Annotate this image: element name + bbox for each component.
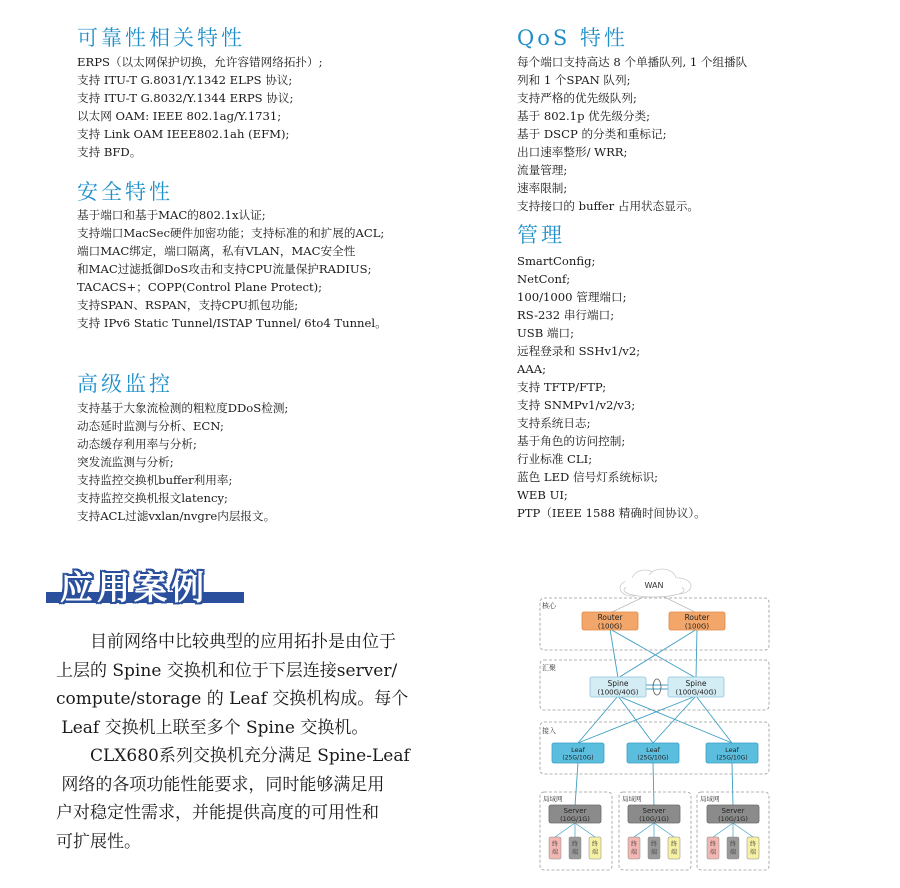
link [732, 763, 733, 806]
list-item: 支持严格的优先级队列; [517, 91, 637, 105]
terminal-label: 终 [650, 841, 658, 848]
server-node-label: Server [721, 807, 745, 815]
link [713, 823, 733, 837]
list-item: 支持 ITU-T G.8031/Y.1342 ELPS 协议; [77, 73, 293, 87]
list-item: 出口速率整形/ WRR; [517, 145, 628, 159]
link [653, 763, 654, 806]
application-description [56, 628, 486, 856]
list-item: 动态延时监测与分析、ECN; [77, 419, 224, 433]
list-item: AAA; [517, 362, 547, 376]
list-item: 基于 802.1p 优先级分类; [517, 109, 651, 123]
terminal-label: 终 [571, 841, 579, 848]
list-item: 支持SPAN、RSPAN，支持CPU抓包功能; [77, 298, 299, 312]
wan-cloud-icon [620, 569, 691, 597]
terminal-label: 端 [650, 849, 658, 856]
management-list [517, 252, 706, 522]
link [575, 763, 578, 806]
list-item: 突发流监测与分析; [77, 455, 174, 469]
security-list [77, 206, 387, 332]
paragraph-line: CLX680系列交换机充分满足 Spine-Leaf [56, 746, 410, 766]
list-item: TACACS+；COPP(Control Plane Protect); [77, 280, 323, 294]
list-item: 支持 SNMPv1/v2/v3; [517, 398, 636, 412]
access-zone-label: 接入 [542, 727, 556, 735]
security-title: 安全特性 [77, 180, 173, 204]
router-node-speed: (100G) [684, 622, 710, 631]
reliability-title: 可靠性相关特性 [77, 26, 245, 50]
link [618, 629, 697, 678]
list-item: 支持系统日志; [517, 416, 591, 430]
list-item: 支持 TFTP/FTP; [517, 380, 607, 394]
list-item: 动态缓存利用率与分析; [77, 437, 197, 451]
paragraph-line: 目前网络中比较典型的应用拓扑是由位于 [56, 632, 396, 652]
link [696, 629, 697, 678]
list-item: 支持监控交换机buffer利用率; [77, 473, 233, 487]
link [555, 823, 575, 837]
link [610, 629, 696, 678]
terminal-label: 终 [729, 841, 737, 848]
list-item: 支持基于大象流检测的粗粒度DDoS检测; [77, 401, 289, 415]
terminal-label: 终 [709, 841, 717, 848]
qos-title: QoS 特性 [517, 26, 628, 50]
link [654, 823, 674, 837]
leaf-node-speed: (25G/10G) [637, 754, 669, 762]
list-item: 支持端口MacSec硬件加密功能；支持标准的和扩展的ACL; [77, 226, 385, 240]
list-item: 远程登录和 SSHv1/v2; [517, 344, 641, 358]
spine-node-label: Spine [607, 679, 629, 688]
server-node-label: Server [642, 807, 666, 815]
server-node-label: Server [563, 807, 587, 815]
monitoring-title: 高级监控 [77, 372, 173, 396]
list-item: PTP（IEEE 1588 精确时间协议）。 [517, 506, 706, 520]
aggregation-zone-label: 汇聚 [542, 664, 556, 672]
lan-zone-label: 局域网 [700, 795, 720, 803]
paragraph-line: Leaf 交换机上联至多个 Spine 交换机。 [56, 717, 369, 738]
paragraph-line: 可扩展性。 [56, 831, 141, 852]
link [733, 823, 753, 837]
terminal-label: 终 [630, 841, 638, 848]
terminal-label: 终 [749, 841, 757, 848]
monitoring-list [77, 399, 288, 525]
link [578, 696, 696, 743]
list-item: USB 端口; [517, 326, 575, 340]
spine-node-speed: (100G/40G) [675, 688, 717, 697]
terminal-label: 终 [551, 841, 559, 848]
terminal-label: 端 [709, 849, 717, 856]
leaf-node-label: Leaf [571, 746, 585, 754]
core-zone-label: 核心 [542, 602, 556, 610]
link [634, 823, 654, 837]
list-item: 支持 BFD。 [77, 145, 142, 159]
list-item: 和MAC过滤抵御DoS攻击和支持CPU流量保护RADIUS; [77, 262, 372, 276]
terminal-label: 端 [670, 849, 678, 856]
application-banner [46, 562, 244, 607]
terminal-label: 端 [571, 849, 579, 856]
management-title: 管理 [517, 223, 565, 247]
paragraph-line: compute/storage 的 Leaf 交换机构成。每个 [56, 689, 409, 709]
lag-ring [653, 679, 661, 695]
list-item: NetConf; [517, 272, 571, 286]
list-item: 100/1000 管理端口; [517, 290, 627, 304]
lan-zone-label: 局域网 [622, 795, 642, 803]
leaf-node-label: Leaf [725, 746, 739, 754]
list-item: WEB UI; [517, 488, 568, 502]
list-item: 支持 IPv6 Static Tunnel/ISTAP Tunnel/ 6to4 Tunnel。 [77, 316, 387, 330]
link [653, 696, 696, 743]
spine-leaf-topology-diagram [530, 566, 776, 872]
list-item: 流量管理; [517, 163, 568, 177]
paragraph-line: 上层的 Spine 交换机和位于下层连接server/ [56, 660, 398, 681]
list-item: 每个端口支持高达 8 个单播队列, 1 个组播队 [517, 55, 748, 69]
leaf-node-speed: (25G/10G) [716, 754, 748, 762]
list-item: 基于 DSCP 的分类和重标记; [517, 127, 667, 141]
server-node-speed: (10G/1G) [639, 815, 669, 823]
server-node-speed: (10G/1G) [560, 815, 590, 823]
leaf-node-label: Leaf [646, 746, 660, 754]
terminal-label: 端 [749, 849, 757, 856]
core-zone [540, 598, 769, 650]
lan-zone-label: 局域网 [543, 795, 563, 803]
terminal-label: 端 [729, 849, 737, 856]
list-item: 基于角色的访问控制; [517, 434, 626, 448]
topology-nodes [549, 569, 759, 859]
spine-node-speed: (100G/40G) [597, 688, 639, 697]
list-item: 基于端口和基于MAC的802.1x认证; [77, 208, 266, 222]
paragraph-line: 户对稳定性需求，并能提供高度的可用性和 [56, 803, 379, 823]
wan-label: WAN [644, 581, 664, 590]
leaf-node-speed: (25G/10G) [562, 754, 594, 762]
spine-node-label: Spine [685, 679, 707, 688]
list-item: 支持 ITU-T G.8032/Y.1344 ERPS 协议; [77, 91, 294, 105]
topology-zones [540, 598, 769, 870]
application-title: 应用案例 [60, 568, 208, 607]
list-item: SmartConfig; [517, 254, 596, 268]
terminal-label: 端 [630, 849, 638, 856]
router-node-label: Router [597, 613, 623, 622]
terminal-label: 端 [591, 849, 599, 856]
link [610, 629, 618, 678]
list-item: ERPS（以太网保护切换，允许容错网络拓扑）; [77, 55, 323, 69]
paragraph-line: 网络的各项功能性能要求，同时能够满足用 [56, 774, 385, 795]
list-item: 蓝色 LED 信号灯系统标识; [517, 470, 659, 484]
qos-list [517, 53, 747, 215]
terminal-label: 端 [551, 849, 559, 856]
list-item: 端口MAC绑定，端口隔离，私有VLAN，MAC安全性 [77, 244, 356, 258]
server-node-speed: (10G/1G) [718, 815, 748, 823]
router-node-speed: (100G) [597, 622, 623, 631]
terminal-label: 终 [670, 841, 678, 848]
reliability-list [77, 53, 323, 161]
list-item: 支持接口的 buffer 占用状态显示。 [517, 199, 700, 213]
list-item: 支持 Link OAM IEEE802.1ah (EFM); [77, 127, 290, 141]
list-item: 支持ACL过滤vxlan/nvgre内层报文。 [77, 509, 276, 523]
list-item: 列和 1 个SPAN 队列; [517, 73, 631, 87]
list-item: 以太网 OAM: IEEE 802.1ag/Y.1731; [77, 109, 282, 123]
list-item: 支持监控交换机报文latency; [77, 491, 228, 505]
list-item: RS-232 串行端口; [517, 308, 615, 322]
router-node-label: Router [684, 613, 710, 622]
terminal-label: 终 [591, 841, 599, 848]
link [578, 696, 618, 743]
list-item: 速率限制; [517, 181, 568, 195]
link [575, 823, 595, 837]
list-item: 行业标准 CLI; [517, 452, 593, 466]
